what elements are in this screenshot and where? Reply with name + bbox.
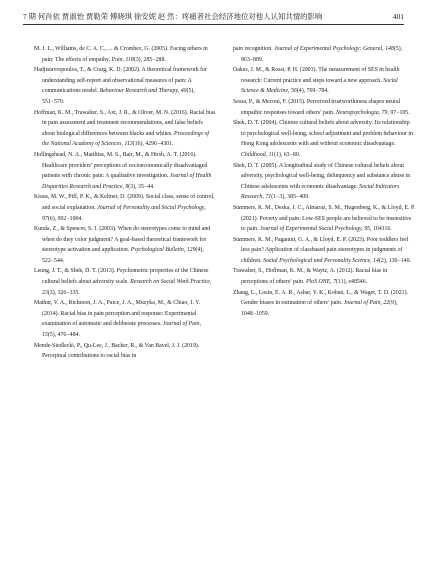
- reference-text: Hollingshead, N. A., Matthias, M. S., Bair, M., & Hirsh, A. T. (2016). Healthcare providers’ perceptions of socioeconomically disadvantaged patients with chronic pain: A qualitative investigation.: [34, 151, 208, 180]
- reference-text: (4), 522−544.: [42, 247, 204, 264]
- reference-text: (5), 863−889.: [241, 46, 403, 63]
- reference-entry: [233, 97, 415, 118]
- reference-source: Childhood, 11: [241, 151, 275, 158]
- reference-text: Zhang, L., Losin, E. A. R., Ashar, Y. K., Koban, L., & Wager, T. D. (2021). Gender biases in estimation of others’ pain.: [233, 289, 409, 307]
- reference-text: Hoffman, K. M., Trawalter, S., Axt, J. R., & Oliver, M. N. (2016). Racial bias in pain assessment and treatment recommendations, and false beliefs about biological differences between blacks and whites.: [34, 109, 216, 137]
- reference-text: M. J. L., Williams, de C. A. C., ... & Crombez, G. (2005). Facing others in pain: The effects of empathy.: [34, 46, 208, 63]
- reference-text: Shek, D. T. (2005). A longitudinal study of Chinese cultural beliefs about adversity, psychological well-being, delinquency and substance abuse in Chinese adolescents with economic disadvantage.: [233, 162, 411, 190]
- reference-text: (1), 63−80.: [274, 151, 301, 158]
- reference-entry: [233, 44, 415, 65]
- running-header-title: 7 期 何肖依 贾淑怡 贾勒荣 傅晓琪 徐安妮 赵 然：疼痛者社会经济地位对他人认知共情的影响: [23, 12, 323, 21]
- reference-text: (4), 769−784.: [296, 88, 329, 95]
- reference-text: (1−3), 385−409.: [271, 194, 310, 201]
- reference-text: Leung, J. T., & Shek, D. T. (2013). Psychometric properties of the Chinese cultural beliefs about adversity scale.: [34, 268, 209, 286]
- reference-entry: [34, 65, 216, 107]
- reference-text: Sessa, P., & Meconi, F. (2015). Perceived trustworthiness shapes neural empathic responses toward others’ pain.: [233, 98, 401, 116]
- reference-source: Social Psychological and Personality Science, 14: [263, 257, 379, 264]
- reference-entry: [34, 298, 216, 340]
- reference-text: (6), 992−1004.: [47, 215, 83, 222]
- reference-source: Journal of Experimental Psychology: General, 148: [274, 46, 394, 52]
- reference-entry: [34, 266, 216, 298]
- reference-text: (5), 476−484.: [47, 332, 80, 339]
- reference-text: Shek, D. T. (2004). Chinese cultural beliefs about adversity: Its relationship to psychological well-being, school adjustment and problem behaviour in Hong Kong adolescents with and without economic disadvantage.: [233, 120, 413, 148]
- page-number: 401: [392, 12, 404, 21]
- reference-entry: [34, 224, 216, 266]
- references-right-column: [233, 44, 415, 319]
- reference-text: Kunda, Z., & Spencer, S. J. (2003). When do stereotypes come to mind and when do they color judgment? A goal-based theoretical framework for stereotype activation and application.: [34, 226, 211, 254]
- reference-source: Journal of Pain, 15: [42, 321, 202, 339]
- reference-source: Psychological Bulletin, 129: [130, 247, 196, 254]
- reference-text: , 104116.: [370, 226, 392, 233]
- running-header: [23, 12, 404, 25]
- reference-text: Hadjistavropoulos, T., & Craig, K. D. (2002). A theoretical framework for understanding self-report and observational measures of pain: A communications model.: [34, 67, 207, 95]
- reference-entry: [34, 192, 216, 224]
- reference-text: (9), 1048−1059.: [241, 300, 398, 317]
- reference-entry: [233, 288, 415, 320]
- reference-entry: [34, 44, 216, 65]
- reference-text: (2), 130−140.: [378, 257, 411, 264]
- reference-entry: [34, 341, 216, 362]
- reference-text: Mende-Siedlecki, P., Qu-Lee, J., Backer, R., & Van Bavel, J. J. (2019). Perceptual contributions to racial bias in: [34, 342, 200, 360]
- reference-text: Summers, K. M., Paganini, G. A., & Lloyd, E. P. (2023). Poor toddlers feel less pain? Application of classbased pain stereotypes in judgments of children.: [233, 236, 409, 264]
- reference-text: Oakes, J. M., & Rossi, P. H. (2003). The measurement of SES in health research: Current practice and steps toward a new approach.: [233, 67, 400, 84]
- reference-source: Proceedings of the National Academy of Sciences, 113: [42, 130, 209, 148]
- reference-text: (3), 35−44.: [128, 183, 155, 190]
- reference-entry: [34, 150, 216, 192]
- reference-source: Pain, 118: [111, 56, 134, 63]
- reference-source: Social Science & Medicine, 56: [241, 77, 398, 95]
- references-left-column: [34, 44, 216, 362]
- reference-text: , 97−105.: [387, 109, 410, 116]
- reference-source: Social Indicators Research, 71: [241, 183, 400, 201]
- reference-entry: [233, 203, 415, 235]
- reference-source: Journal of Pain, 22: [343, 300, 390, 307]
- reference-text: Summers, K. M., Deska, J. C., Almaraz, S. M., Hugenberg, K., & Lloyd, E. P. (2021). Poverty and pain: Low-SES people are believed to be insensitive to pain.: [233, 204, 416, 233]
- reference-source: Neuropsychologia, 79: [336, 109, 388, 116]
- reference-source: Research on Social Work Practice, 23: [42, 279, 212, 296]
- reference-source: Journal of Experimental Social Psychology, 95: [260, 226, 371, 233]
- reference-entry: [233, 161, 415, 203]
- reference-entry: [233, 118, 415, 160]
- reference-text: (3), 285−288.: [133, 56, 166, 63]
- reference-text: Trawalter, S., Hoffman, K. M., & Waytz, A. (2012). Racial bias in perceptions of others’ pain.: [233, 268, 388, 286]
- reference-entry: [233, 65, 415, 97]
- reference-text: (3), 326−335.: [47, 289, 80, 296]
- reference-text: Kraus, M. W., Piff, P. K., & Keltner, D. (2009). Social class, sense of control, and social explanation.: [34, 194, 215, 211]
- reference-text: Mathur, V. A., Richeson, J. A., Paice, J. A., Muzyka, M., & Chiao, J. Y. (2014). Racial bias in pain perception and response: Experimental examination of automatic and deliberate processes.: [34, 300, 201, 328]
- reference-entry: [34, 108, 216, 150]
- reference-text: pain recognition.: [233, 46, 275, 52]
- reference-entry: [233, 235, 415, 267]
- reference-source: Journal of Health Disparities Research and Practice, 9: [42, 173, 212, 190]
- reference-source: PloS ONE, 7: [305, 279, 336, 286]
- reference-text: (16), 4296−4301.: [132, 141, 174, 148]
- reference-text: (11), e48546.: [336, 279, 368, 286]
- reference-text: (5), 551−570.: [42, 88, 195, 105]
- reference-entry: [233, 266, 415, 287]
- reference-source: Behaviour Research and Therapy, 40: [99, 88, 187, 95]
- reference-source: Journal of Personality and Social Psychology, 97: [42, 204, 206, 222]
